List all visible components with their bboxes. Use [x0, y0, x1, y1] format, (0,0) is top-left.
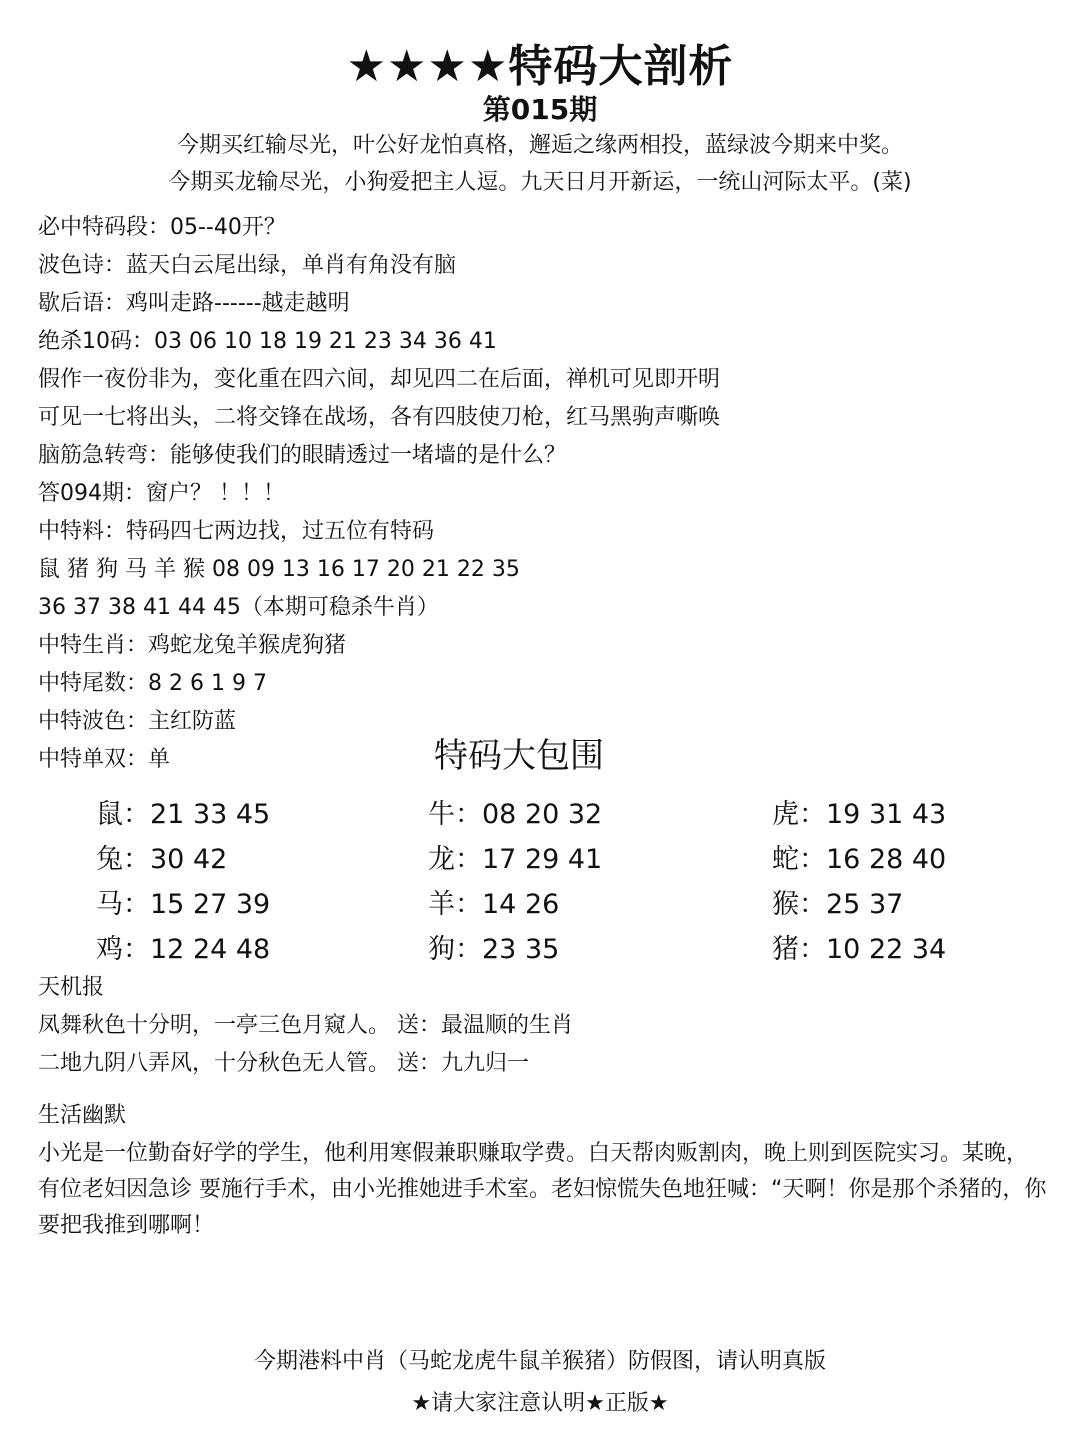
baowei-cell: 鸡：12 24 48 [96, 934, 271, 965]
poem-line-1: 今期买红输尽光，叶公好龙怕真格，邂逅之缘两相投，蓝绿波今期来中奖。 [176, 133, 903, 158]
line-tail-numbers: 中特尾数：8 2 6 1 9 7 [38, 671, 267, 696]
baowei-cell: 羊：14 26 [428, 889, 560, 920]
baowei-cell: 鼠：21 33 45 [96, 799, 271, 830]
baowei-cell: 马：15 27 39 [96, 889, 271, 920]
line-zodiac: 中特生肖：鸡蛇龙兔羊猴虎狗猪 [38, 633, 347, 658]
baowei-title: 特码大包围 [434, 736, 604, 776]
line-wave-poem: 波色诗：蓝天白云尾出绿，单肖有角没有脑 [38, 253, 457, 278]
baowei-cell: 狗：23 35 [428, 934, 560, 965]
baowei-cell: 兔：30 42 [96, 844, 228, 875]
line-wave-color: 中特波色：主红防蓝 [38, 709, 237, 734]
baowei-cell: 蛇：16 28 40 [772, 844, 947, 875]
line-answer: 答094期：窗户？ ！！！ [38, 481, 285, 506]
tianji-line-2: 二地九阴八弄风，十分秋色无人管。 送：九九归一 [38, 1051, 529, 1076]
line-xiehouyu: 歇后语：鸡叫走路------越走越明 [38, 291, 350, 316]
tianji-line-1: 凤舞秋色十分明，一亭三色月窥人。 送：最温顺的生肖 [38, 1013, 573, 1038]
humor-text: 小光是一位勤奋好学的学生，他利用寒假兼职赚取学费。白天帮肉贩割肉，晚上则到医院实习。某晚，有位老妇因急诊 要施行手术，由小光推她进手术室。老妇惊慌失色地狂喊：“天啊！你是那个杀猪的，你要把我推到哪啊！ [38, 1141, 1047, 1238]
line-zhongte-liao: 中特料：特码四七两边找，过五位有特码 [38, 519, 435, 544]
baowei-cell: 虎：19 31 43 [772, 799, 947, 830]
line-numbers-2: 36 37 38 41 44 45（本期可稳杀牛肖） [38, 595, 439, 620]
page-title: ★★★★特码大剖析 [346, 41, 734, 92]
baowei-cell: 牛：08 20 32 [428, 799, 603, 830]
line-riddle-2: 可见一七将出头，二将交锋在战场，各有四肢使刀枪，红马黑驹声嘶唤 [38, 405, 721, 430]
line-kill-10: 绝杀10码：03 06 10 18 19 21 23 34 36 41 [38, 329, 497, 354]
line-brain-teaser: 脑筋急转弯：能够使我们的眼睛透过一堵墙的是什么？ [38, 443, 567, 468]
line-odd-even: 中特单双：单 [38, 747, 171, 772]
issue-number: 第015期 [482, 93, 598, 126]
tianji-title: 天机报 [38, 975, 105, 1000]
line-riddle-1: 假作一夜份非为，变化重在四六间，却见四二在后面，禅机可见即开明 [38, 367, 721, 392]
baowei-cell: 猴：25 37 [772, 889, 904, 920]
baowei-cell: 猪：10 22 34 [772, 934, 947, 965]
baowei-cell: 龙：17 29 41 [428, 844, 603, 875]
line-tema-range: 必中特码段：05--40开？ [38, 215, 286, 240]
poem-line-2: 今期买龙输尽光，小狗爱把主人逗。九天日月开新运，一统山河际太平。(菜) [168, 170, 912, 195]
line-numbers-1: 鼠 猪 狗 马 羊 猴 08 09 13 16 17 20 21 22 35 [38, 557, 520, 582]
footer-notice: 今期港料中肖（马蛇龙虎牛鼠羊猴猪）防假图，请认明真版 [253, 1349, 826, 1374]
footer-authentic: ★请大家注意认明★正版★ [411, 1391, 669, 1416]
humor-title: 生活幽默 [38, 1103, 127, 1128]
